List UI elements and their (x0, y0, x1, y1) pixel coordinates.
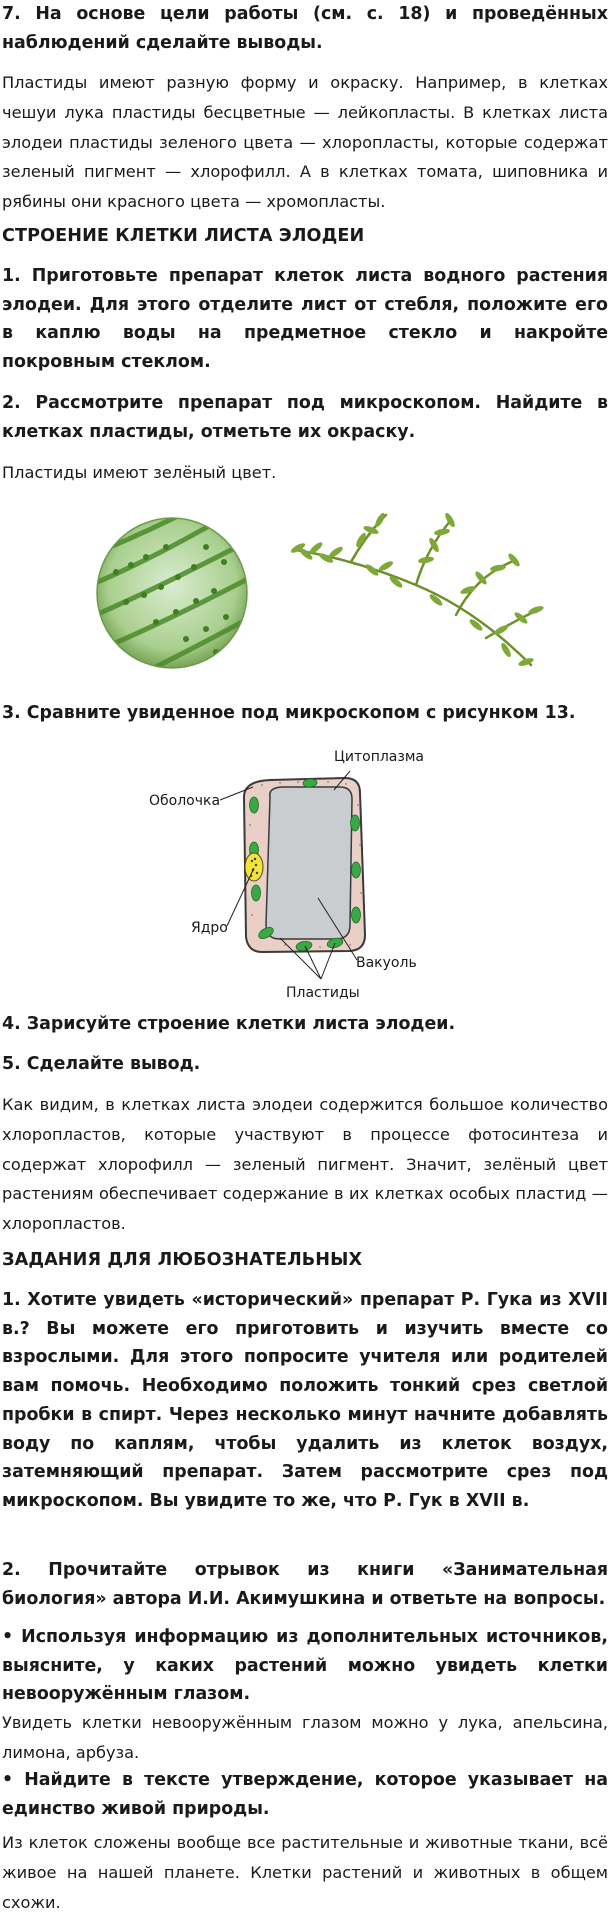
elodea-plant-image (276, 490, 552, 686)
label-membrane: Оболочка (149, 793, 221, 809)
step-2-answer: Пластиды имеют зелёный цвет. (2, 463, 277, 482)
step-4: 4. Зарисуйте строение клетки листа элодеи. (2, 1014, 456, 1034)
label-cytoplasm: Цитоплазма (334, 749, 424, 765)
nucleus (245, 853, 263, 881)
step-3: 3. Сравните увиденное под микроскопом с рисунком 13. (2, 703, 576, 723)
step-1: 1. Приготовьте препарат клеток листа водного растения элодеи. Для этого отделите лист от стебля, положите его в каплю воды на предметное стекло и накройте покровным стеклом. (2, 266, 608, 373)
task-7-heading: 7. На основе цели работы (см. с. 18) и проведённых наблюдений сделайте выводы. (2, 4, 608, 53)
step-2: 2. Рассмотрите препарат под микроскопом. Найдите в клетках пластиды, отметьте их окраску. (2, 393, 608, 442)
task-7-answer: Пластиды имеют разную форму и окраску. Например, в клетках чешуи лука пластиды бесцветные — лейкопласты. В клетках листа элодеи пластиды зеленого цвета — хлоропласты, которые содержат зеленый пигмент — хлорофилл. А в клетках томата, шиповника и рябины они красного цвета — хромопласты. (2, 73, 608, 212)
label-nucleus: Ядро (191, 920, 228, 936)
step-5-answer: Как видим, в клетках листа элодеи содержится большое количество хлоропластов, которые участвуют в процессе фотосинтеза и содержат хлорофилл — зеленый пигмент. Значит, зелёный цвет растениям обеспечивает содержание в их клетках особых пластид — хлоропластов. (2, 1095, 608, 1234)
label-plastids: Пластиды (286, 985, 360, 1001)
microscope-image (96, 517, 248, 669)
step-5: 5. Сделайте вывод. (2, 1054, 201, 1074)
bullet-question-2: • Найдите в тексте утверждение, которое указывает на единство живой природы. (2, 1770, 608, 1819)
bullet-answer-2: Из клеток сложены вообще все растительные и животные ткани, всё живое на нашей планете. Клетки растений и животных в общем схожи. (2, 1833, 608, 1912)
vacuole (266, 787, 352, 939)
section-heading-curious: ЗАДАНИЯ ДЛЯ ЛЮБОЗНАТЕЛЬНЫХ (2, 1250, 363, 1270)
curious-task-1: 1. Хотите увидеть «исторический» препарат Р. Гука из XVII в.? Вы можете его приготовить и изучить вместе со взрослыми. Для этого попросите учителя или родителей вам помочь. Необходимо положить тонкий срез светлой пробки в спирт. Через несколько минут начните добавлять воду по каплям, чтобы удалить из клеток воздух, затемняющий препарат. Затем рассмотрите срез под микроскопом. Вы увидите то же, что Р. Гук в XVII в. (2, 1290, 608, 1511)
cell-diagram (240, 775, 380, 955)
section-heading-elodea: СТРОЕНИЕ КЛЕТКИ ЛИСТА ЭЛОДЕИ (2, 226, 365, 246)
label-vacuole: Вакуоль (356, 955, 417, 971)
curious-task-2: 2. Прочитайте отрывок из книги «Занимательная биология» автора И.И. Акимушкина и ответьте на вопросы. (2, 1560, 608, 1609)
bullet-question-1: • Используя информацию из дополнительных источников, выясните, у каких растений можно увидеть клетки невооружённым глазом. (2, 1627, 608, 1705)
bullet-answer-1: Увидеть клетки невооружённым глазом можно у лука, апельсина, лимона, арбуза. (2, 1713, 608, 1762)
